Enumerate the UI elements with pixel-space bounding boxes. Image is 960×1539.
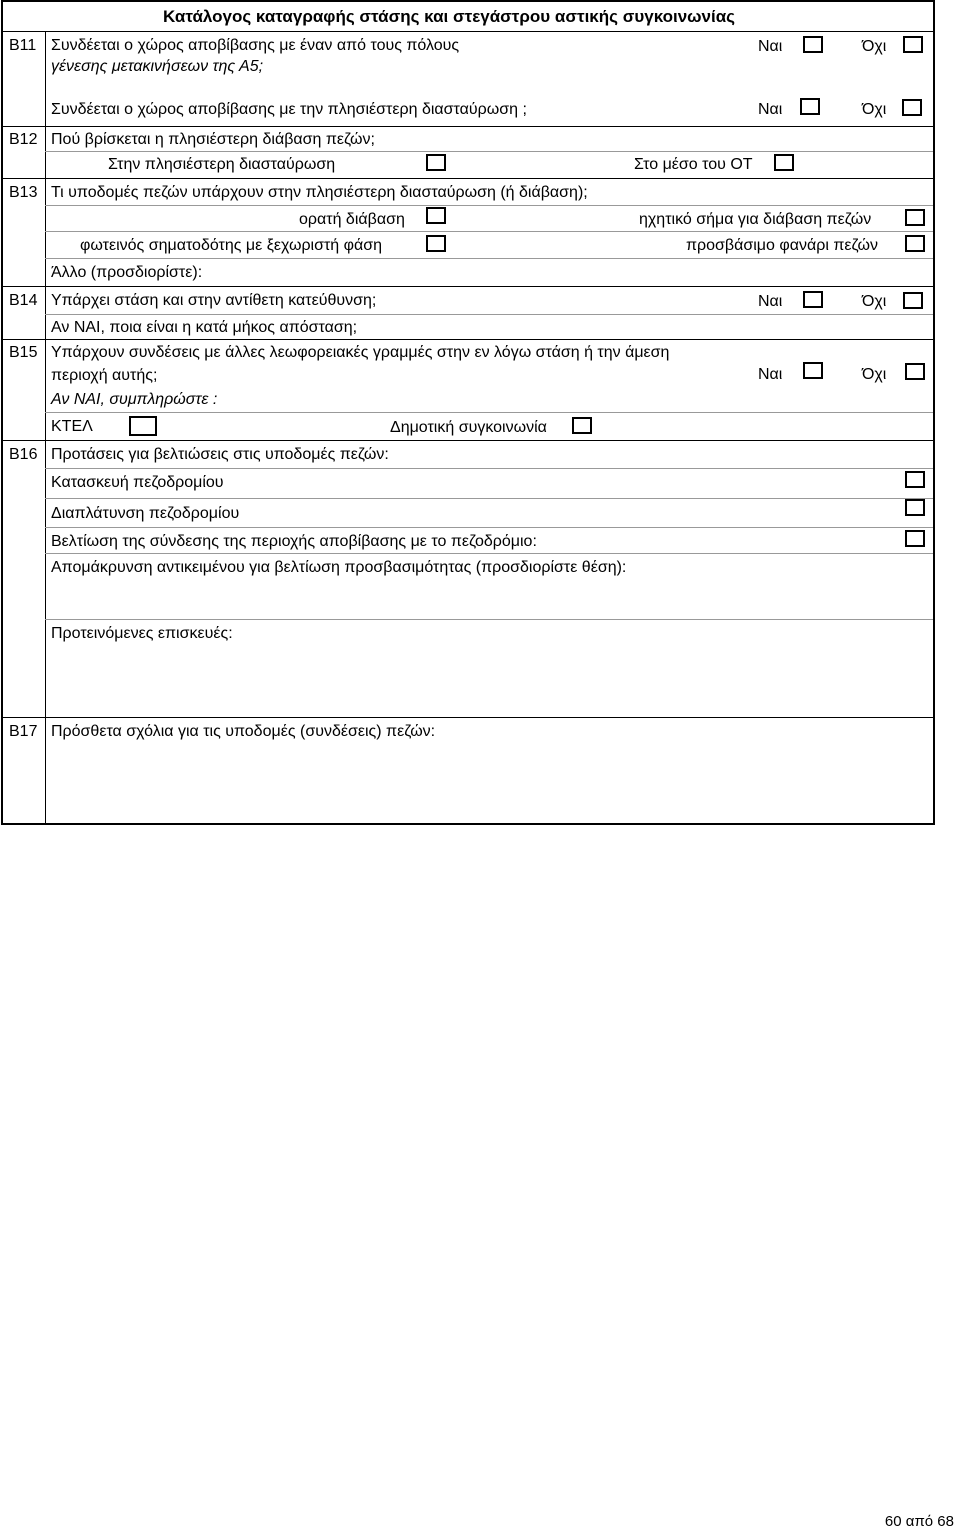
b16-option-connection: Βελτίωση της σύνδεσης της περιοχής αποβίβασης με το πεζοδρόμιο: (51, 533, 537, 550)
b12-option-crossing: Στην πλησιέστερη διασταύρωση (108, 156, 336, 173)
b13-question: Τι υποδομές πεζών υπάρχουν στην πλησιέστερη διασταύρωση (ή διάβαση); (51, 184, 588, 201)
b14-no-label: Όχι (862, 293, 887, 310)
row-rule (45, 553, 933, 554)
b15-option-municipal: Δημοτική συγκοινωνία (390, 419, 547, 436)
b16-connection-checkbox[interactable] (905, 530, 925, 547)
page-title: Κατάλογος καταγραφής στάσης και στεγάστρου αστικής συγκοινωνίας (163, 7, 736, 26)
row-rule (45, 619, 933, 620)
row-rule (45, 258, 933, 259)
b13-option-signal-phase: φωτεινός σηματοδότης με ξεχωριστή φάση (80, 237, 383, 254)
b13-option-audible-signal: ηχητικό σήμα για διάβαση πεζών (639, 211, 872, 228)
b15-question-line2: περιοχή αυτής; (51, 367, 158, 384)
b13-option-visible-crossing: ορατή διάβαση (299, 211, 405, 228)
row-rule-b13 (3, 178, 933, 179)
b12-question: Πού βρίσκεται η πλησιέστερη διάβαση πεζών; (51, 131, 375, 148)
b15-yes-label: Ναι (758, 366, 783, 383)
b15-municipal-checkbox[interactable] (572, 417, 592, 434)
b11-no-label: Όχι (862, 38, 887, 55)
code-column-divider-b17 (45, 718, 46, 825)
b12-midblock-checkbox[interactable] (774, 154, 794, 171)
row-rule-b12 (3, 126, 933, 127)
b16-option-widen: Διαπλάτυνση πεζοδρομίου (51, 505, 240, 522)
code-b14: Β14 (9, 292, 38, 309)
b11-yes-checkbox[interactable] (803, 36, 823, 53)
b13-other-label: Άλλο (προσδιορίστε): (51, 264, 203, 281)
b15-ktel-checkbox[interactable] (129, 416, 157, 436)
row-rule-b16 (3, 440, 933, 441)
b14-yes-checkbox[interactable] (803, 291, 823, 308)
b14-yes-label: Ναι (758, 293, 783, 310)
b11-q2-yes-label: Ναι (758, 101, 783, 118)
row-rule (45, 412, 933, 413)
row-rule (45, 498, 933, 499)
code-b12: Β12 (9, 131, 38, 148)
b13-option-accessible-light: προσβάσιμο φανάρι πεζών (686, 237, 878, 254)
b16-option-remove-object: Απομάκρυνση αντικειμένου για βελτίωση προσβασιμότητας (προσδιορίστε θέση): (51, 559, 627, 576)
b16-option-construct: Κατασκευή πεζοδρομίου (51, 474, 224, 491)
page-number: 60 από 68 (884, 1513, 954, 1530)
b11-question-2: Συνδέεται ο χώρος αποβίβασης με την πλησιέστερη διασταύρωση ; (51, 101, 527, 118)
b16-proposed-repairs: Προτεινόμενες επισκευές: (51, 625, 233, 642)
b11-q2-no-checkbox[interactable] (902, 99, 922, 116)
b16-construct-checkbox[interactable] (905, 471, 925, 488)
b15-question-line1: Υπάρχουν συνδέσεις με άλλες λεωφορειακές γραμμές στην εν λόγω στάση ή την άμεση (51, 344, 670, 361)
b17-question: Πρόσθετα σχόλια για τις υποδομές (συνδέσεις) πεζών: (51, 723, 436, 740)
survey-form (1, 0, 935, 825)
code-b11: Β11 (9, 37, 37, 54)
b11-question-line2: γένεσης μετακινήσεων της Α5; (51, 58, 264, 75)
b15-yes-checkbox[interactable] (803, 362, 823, 379)
code-b15: Β15 (9, 344, 38, 361)
row-rule-b15 (3, 339, 933, 340)
b15-followup: Αν ΝΑΙ, συμπληρώστε : (51, 391, 218, 408)
b16-widen-checkbox[interactable] (905, 499, 925, 516)
row-rule (45, 314, 933, 315)
b13-signal-phase-checkbox[interactable] (426, 235, 446, 252)
b13-accessible-light-checkbox[interactable] (905, 235, 925, 252)
code-b17: Β17 (9, 723, 38, 740)
b12-option-midblock: Στο μέσο του ΟΤ (634, 156, 753, 173)
b15-option-ktel: ΚΤΕΛ (51, 418, 93, 435)
b11-no-checkbox[interactable] (903, 36, 923, 53)
b11-question-line1: Συνδέεται ο χώρος αποβίβασης με έναν από τους πόλους (51, 37, 460, 54)
b16-question: Προτάσεις για βελτιώσεις στις υποδομές πεζών: (51, 446, 389, 463)
code-column-divider (45, 32, 46, 718)
b15-no-checkbox[interactable] (905, 363, 925, 380)
b11-yes-label: Ναι (758, 38, 783, 55)
b15-no-label: Όχι (862, 366, 887, 383)
b14-no-checkbox[interactable] (903, 292, 923, 309)
row-rule (45, 151, 933, 152)
b13-audible-signal-checkbox[interactable] (905, 209, 925, 226)
row-rule (45, 205, 933, 206)
b11-q2-yes-checkbox[interactable] (800, 98, 820, 115)
b13-visible-crossing-checkbox[interactable] (426, 207, 446, 224)
row-rule-b14 (3, 286, 933, 287)
b14-question: Υπάρχει στάση και στην αντίθετη κατεύθυνση; (51, 292, 377, 309)
code-b16: Β16 (9, 446, 38, 463)
b14-followup: Αν ΝΑΙ, ποια είναι η κατά μήκος απόσταση; (51, 319, 358, 336)
b11-q2-no-label: Όχι (862, 101, 887, 118)
title-rule (3, 31, 933, 32)
row-rule (45, 527, 933, 528)
b12-crossing-checkbox[interactable] (426, 154, 446, 171)
row-rule-b17 (3, 717, 933, 718)
row-rule (45, 231, 933, 232)
code-b13: Β13 (9, 184, 38, 201)
row-rule (45, 468, 933, 469)
